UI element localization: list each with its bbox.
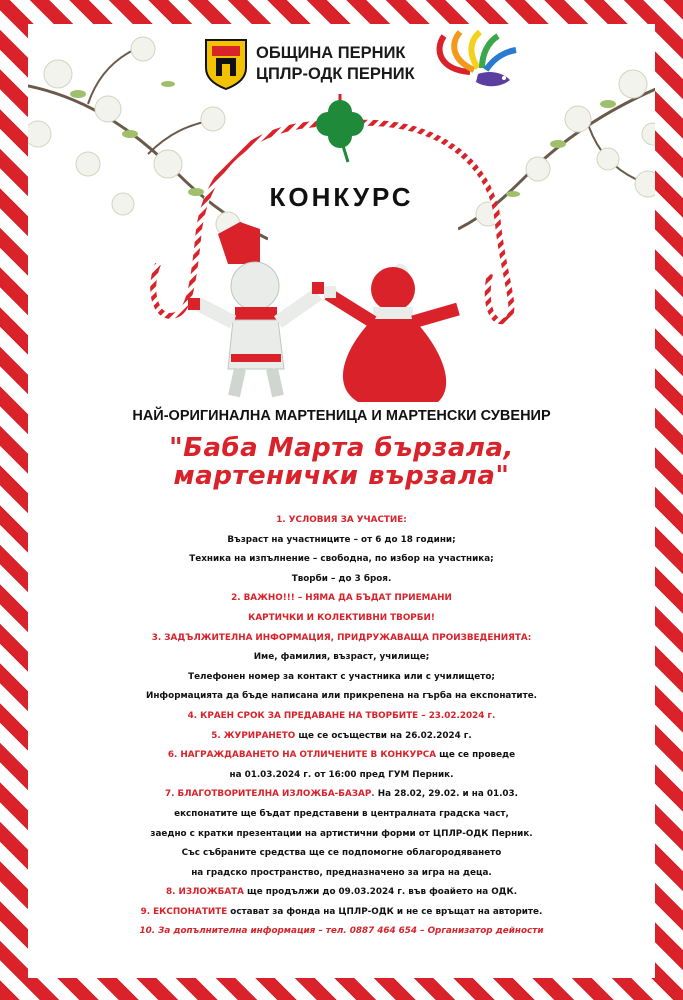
section-1-line: Техника на изпълнение – свободна, по избор на участника;: [189, 554, 494, 565]
section-6-line2: на 01.03.2024 г. от 16:00 пред ГУМ Перник.: [229, 769, 454, 780]
section-3-line: Информацията да бъде написана или прикрепена на гърба на експонатите.: [145, 691, 538, 702]
contest-heading: КОНКУРС: [269, 182, 414, 212]
contest-subtitle: НАЙ-ОРИГИНАЛНА МАРТЕНИЦА И МАРТЕНСКИ СУВЕНИР: [132, 408, 551, 424]
contest-rules: [28, 511, 655, 942]
section-7-line: заедно с кратки презентации на артистични форми от ЦПЛР-ОДК Перник.: [150, 828, 533, 839]
section-6-label: 6. НАГРАЖДАВАНЕТО НА ОТЛИЧЕНИТЕ В КОНКУРСА: [167, 750, 437, 761]
clover-icon: [316, 100, 364, 162]
odk-peacock-logo-icon: [430, 30, 522, 90]
contest-title-quote: [28, 434, 655, 490]
section-5-line: [28, 727, 655, 747]
quote-line1: "Баба Марта бързала,: [169, 433, 514, 463]
section-3-line: Име, фамилия, възраст, училище;: [253, 652, 430, 663]
section-9-line: [28, 903, 655, 923]
section-1-title: 1. УСЛОВИЯ ЗА УЧАСТИЕ:: [276, 515, 407, 525]
section-10-contact: 10. За допълнителна информация – тел. 0887 464 654 – Организатор дейности: [139, 926, 544, 937]
section-2-line: 2. ВАЖНО!!! – НЯМА ДА БЪДАТ ПРИЕМАНИ: [231, 593, 452, 604]
section-6-line: [28, 746, 655, 766]
section-1-line: Възраст на участниците – от 6 до 18 години;: [227, 534, 456, 545]
org-name-line2: ЦПЛР-ОДК ПЕРНИК: [256, 65, 415, 83]
poster-body: [28, 24, 655, 978]
section-8-label: 8. ИЗЛОЖБАТА: [165, 887, 244, 898]
section-7-line: на градско пространство, предназначено за игра на деца.: [191, 867, 492, 878]
quote-line2: мартенички вързала": [173, 461, 510, 491]
section-3-title: 3. ЗАДЪЛЖИТЕЛНА ИНФОРМАЦИЯ, ПРИДРУЖАВАЩА ПРОИЗВЕДЕНИЯТА:: [151, 632, 532, 643]
section-7-text: На 28.02, 29.02. и на 01.03.: [374, 789, 519, 800]
pernik-crest-icon: [204, 38, 248, 90]
section-2-line: КАРТИЧКИ И КОЛЕКТИВНИ ТВОРБИ!: [248, 612, 435, 623]
section-5-label: 5. ЖУРИРАНЕТО: [211, 730, 296, 741]
martenitsa-doll-icon: [188, 222, 324, 396]
section-9-label: 9. ЕКСПОНАТИТЕ: [140, 906, 228, 917]
section-9-text: остават за фонда на ЦПЛР-ОДК и не се връщат на авторите.: [227, 906, 543, 917]
section-8-text: ще продължи до 09.03.2024 г. във фоайето на ОДК.: [243, 887, 518, 898]
section-3-line: Телефонен номер за контакт с участника или с училището;: [188, 671, 495, 682]
section-6-text: ще се проведе: [436, 750, 516, 761]
org-header: [204, 38, 415, 90]
org-name-line1: ОБЩИНА ПЕРНИК: [256, 44, 406, 62]
martenitsa-doll-icon: [324, 264, 458, 402]
section-1-line: Творби – до 3 броя.: [291, 573, 392, 584]
section-8-line: [28, 883, 655, 903]
section-7-line: експонатите ще бъдат представени в централната градска част,: [174, 808, 509, 819]
section-5-text: ще се осъществи на 26.02.2024 г.: [295, 730, 472, 741]
section-7-label: 7. БЛАГОТВОРИТЕЛНА ИЗЛОЖБА-БАЗАР.: [164, 789, 375, 800]
section-4-deadline: 4. КРАЕН СРОК ЗА ПРЕДАВАНЕ НА ТВОРБИТЕ – 23.02.2024 г.: [187, 710, 496, 721]
section-7-line: [28, 785, 655, 805]
section-7-line: Със събраните средства ще се подпомогне облагородяването: [181, 848, 502, 859]
